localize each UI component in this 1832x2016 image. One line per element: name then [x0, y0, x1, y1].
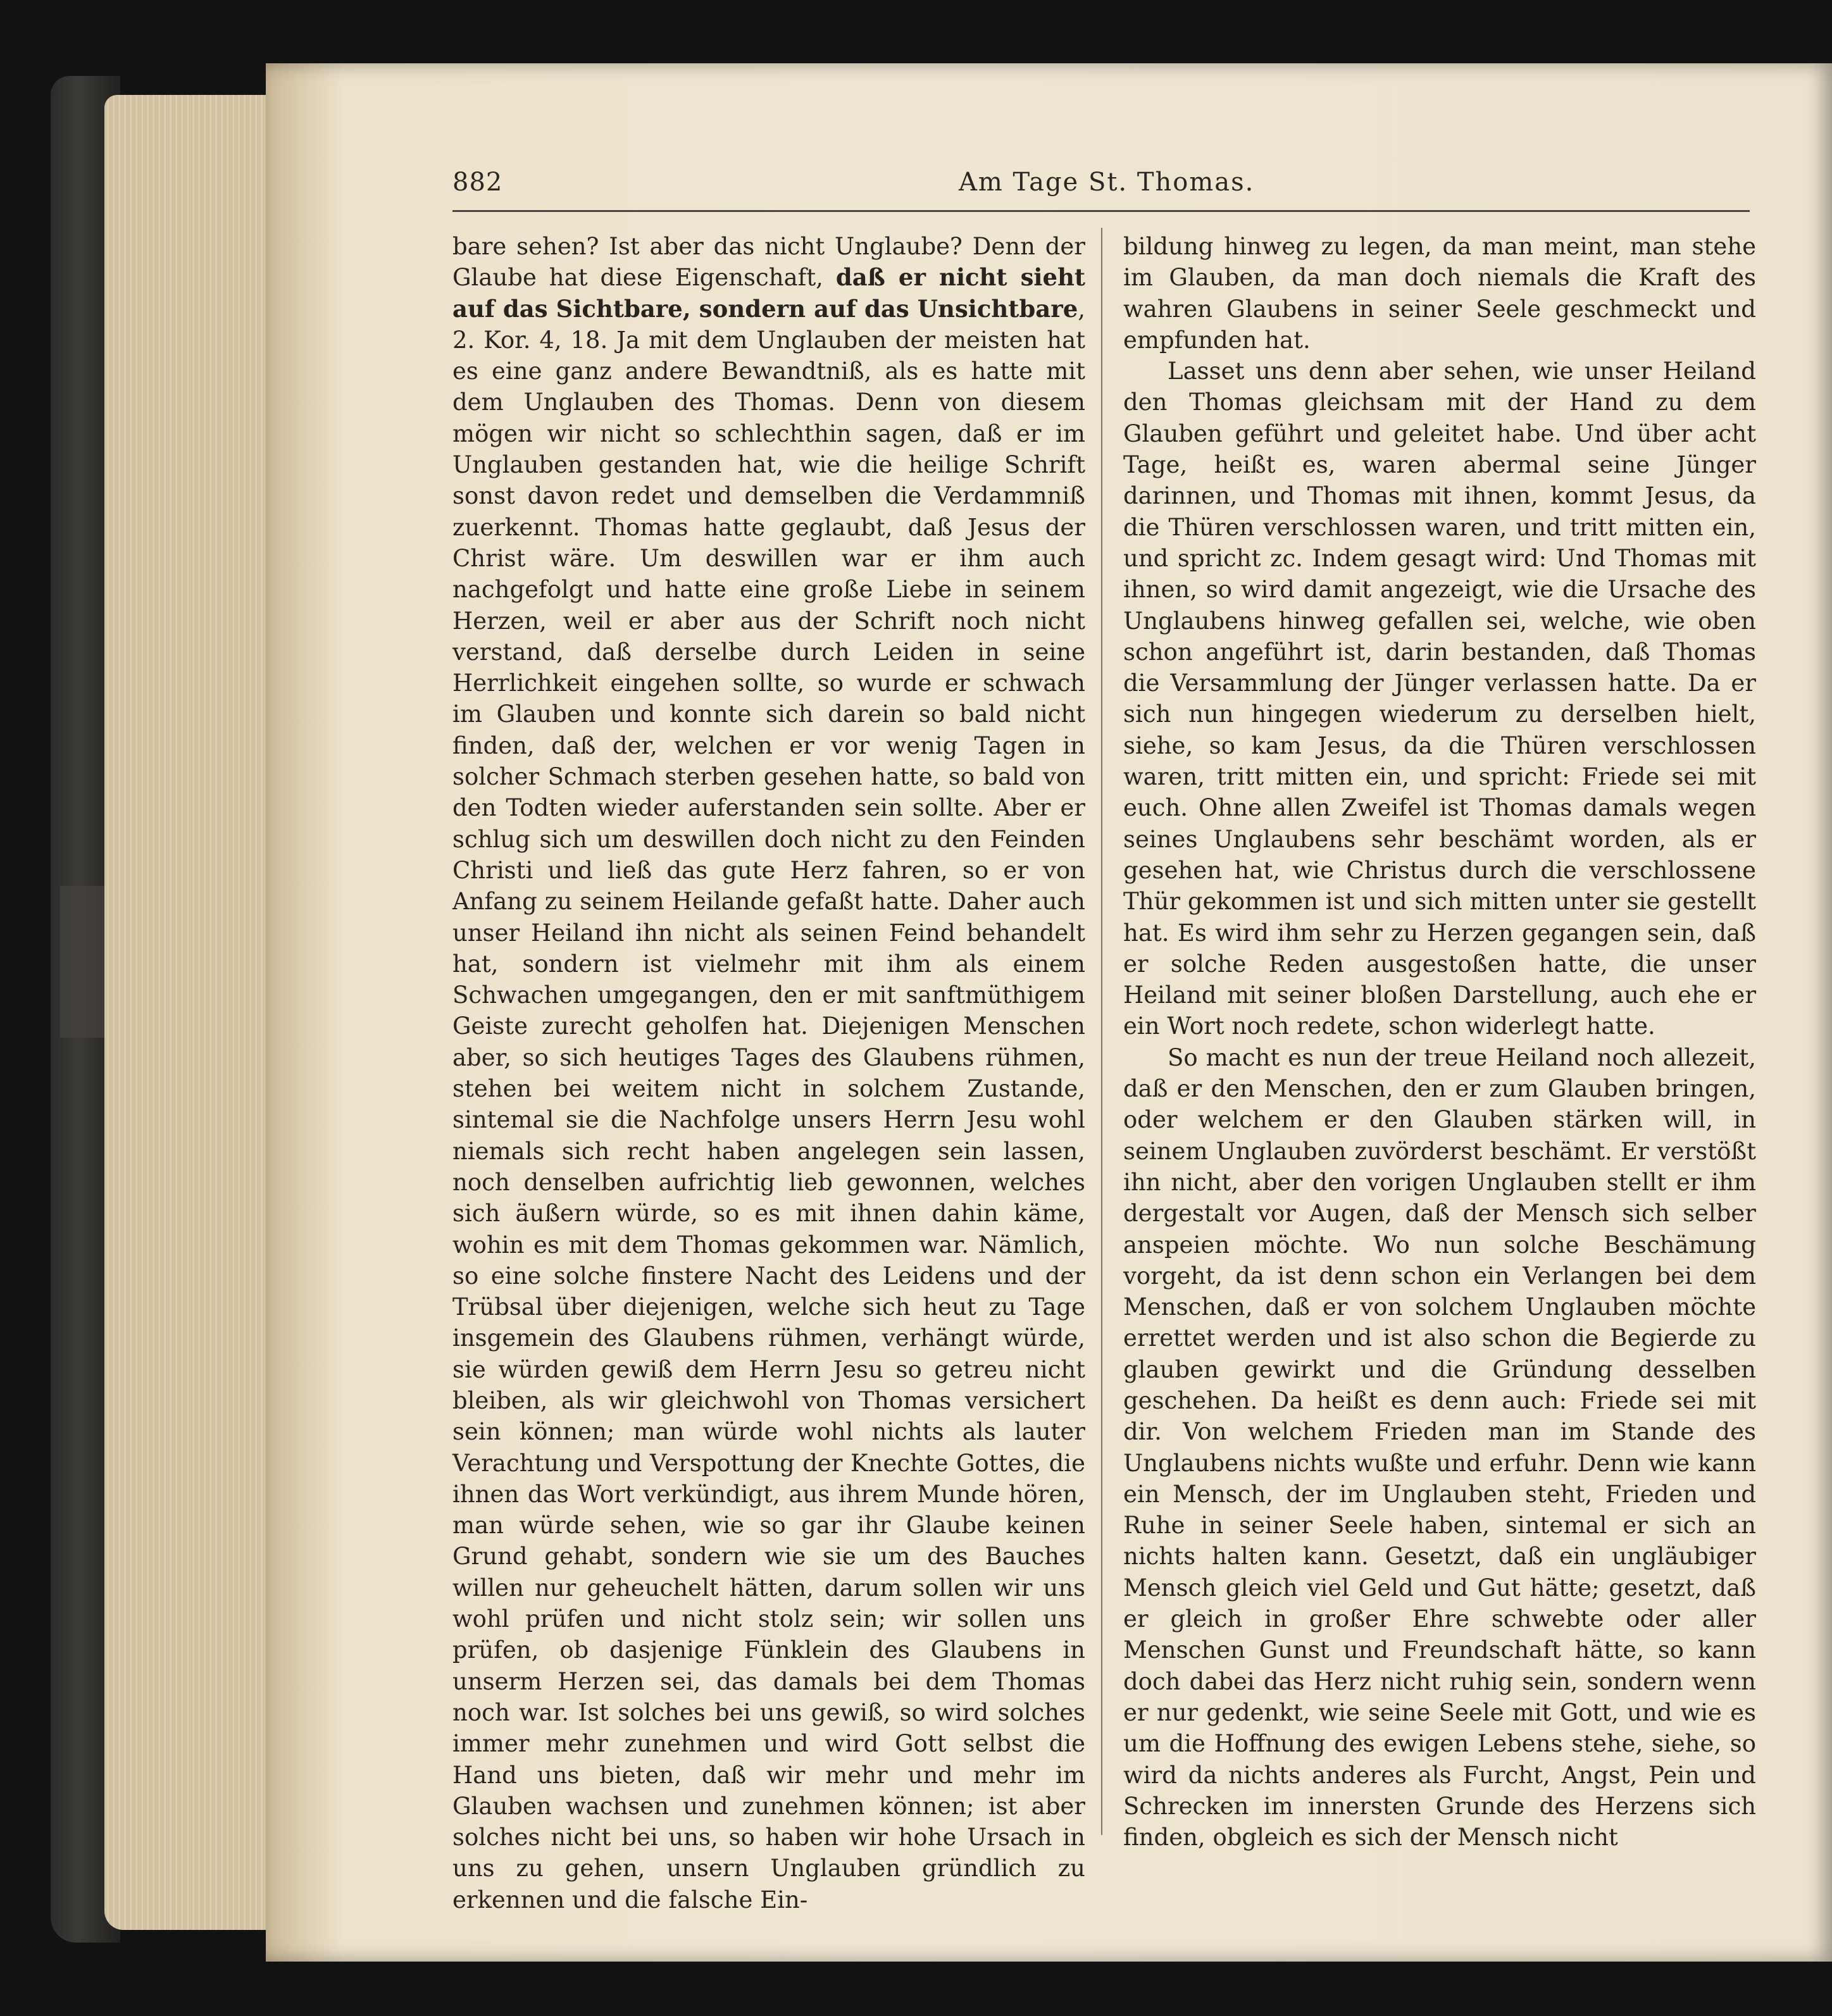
left-p1-text-a: bare sehen? Ist aber das nicht Unglaube? Denn der Glaube hat diese Eigenschaft, — [452, 233, 1085, 292]
page-header — [452, 168, 1750, 206]
right-column — [1123, 231, 1756, 1853]
running-title: Am Tage St. Thomas. — [959, 168, 1255, 197]
header-rule — [452, 210, 1750, 212]
page-number: 882 — [452, 168, 503, 197]
right-paragraph-3: So macht es nun der treue Heiland noch allezeit, daß er den Menschen, den er zum Glauben bringen, oder welchem er den Glauben stärken will, in seinem Unglauben zuvörderst beschämt. Er verstößt ihn nicht, aber den vorigen Unglauben stellt er ihm dergestalt vor Augen, daß der Mensch sich selber anspeien möchte. Wo nun solche Beschämung vorgeht, da ist denn schon ein Verlangen bei dem Menschen, daß er von solchem Unglauben möchte errettet werden und ist also schon die Begierde zu glauben gewirkt und die Gründung desselben geschehen. Da heißt es denn auch: Friede sei mit dir. Von welchem Frieden man im Stande des Unglaubens nichts wußte und erfuhr. Denn wie kann ein Mensch, der im Unglauben steht, Frieden und Ruhe in seiner Seele haben, sintemal er sich an nichts halten kann. Gesetzt, daß ein ungläubiger Mensch gleich viel Geld und Gut hätte; gesetzt, daß er gleich in großer Ehre schwebte oder aller Menschen Gunst und Freundschaft hätte, so kann doch dabei das Herz nicht ruhig sein, sondern wenn er nur gedenkt, wie seine Seele mit Gott, und wie es um die Hoffnung des ewigen Lebens stehe, siehe, so wird da nichts anderes als Furcht, Angst, Pein und Schrecken im innersten Grunde des Herzens sich finden, obgleich es sich der Mensch nicht — [1123, 1043, 1756, 1851]
left-column — [452, 231, 1085, 1915]
column-divider — [1101, 228, 1102, 1835]
right-paragraph-2: Lasset uns denn aber sehen, wie unser Heiland den Thomas gleichsam mit der Hand zu dem Glauben geführt und geleitet habe. Und über acht Tage, heißt es, waren abermal seine Jünger darinnen, und Thomas mit ihnen, kommt Jesus, da die Thüren verschlossen waren, und tritt mitten ein, und spricht zc. Indem gesagt wird: Und Thomas mit ihnen, so wird damit angezeigt, wie die Ursache des Unglaubens hinweg gefallen sei, welche, wie oben schon angeführt ist, darin bestanden, daß Thomas die Versammlung der Jünger verlassen hatte. Da er sich nun hingegen wiederum zu derselben hielt, siehe, so kam Jesus, da die Thüren verschlossen waren, tritt mitten ein, und spricht: Friede sei mit euch. Ohne allen Zweifel ist Thomas damals wegen seines Unglaubens sehr beschämt worden, als er gesehen hat, wie Christus durch die verschlossene Thür gekommen ist und sich mitten unter sie gestellt hat. Es wird ihm sehr zu Herzen gegangen sein, daß er solche Reden ausgestoßen hatte, die unser Heiland mit seiner bloßen Darstellung, auch ehe er ein Wort noch redete, schon widerlegt hatte. — [1123, 358, 1756, 1040]
left-paragraph-1 — [452, 231, 1085, 1915]
right-paragraph-1: bildung hinweg zu legen, da man meint, man stehe im Glauben, da man doch niemals die Kraft des wahren Glaubens in seiner Seele geschmeckt und empfunden hat. — [1123, 233, 1756, 354]
left-p1-text-b: , 2. Kor. 4, 18. Ja mit dem Unglauben der meisten hat es eine ganz andere Bewandtniß, als es hatte mit dem Unglauben des Thomas. Denn von diesem mögen wir nicht so schlechthin sagen, daß er im Unglauben gestanden hat, wie die heilige Schrift sonst davon redet und demselben die Verdammniß zuerkennt. Thomas hatte geglaubt, daß Jesus der Christ wäre. Um deswillen war er ihm auch nachgefolgt und hatte eine große Liebe in seinem Herzen, weil er aber aus der Schrift noch nicht verstand, daß derselbe durch Leiden in seine Herrlichkeit eingehen sollte, so wurde er schwach im Glauben und konnte sich darein so bald nicht finden, daß der, welchen er vor wenig Tagen in solcher Schmach sterben gesehen hatte, so bald von den Todten wieder auferstanden sein sollte. Aber er schlug sich um deswillen doch nicht zu den Feinden Christi und ließ das gute Herz fahren, so er von Anfang zu seinem Heilande gefaßt hatte. Daher auch unser Heiland ihn nicht als seinen Feind behandelt hat, sondern ist vielmehr mit ihm als einem Schwachen umgegangen, den er mit sanftmüthigem Geiste zurecht geholfen hat. Diejenigen Menschen aber, so sich heutiges Tages des Glaubens rühmen, stehen bei weitem nicht in solchem Zustande, sintemal sie die Nachfolge unsers Herrn Jesu wohl niemals sich recht haben angelegen sein lassen, noch denselben aufrichtig lieb gewonnen, welches sich äußern würde, so es mit ihnen dahin käme, wohin es mit dem Thomas gekommen war. Nämlich, so eine solche finstere Nacht des Leidens und der Trübsal über diejenigen, welche sich heut zu Tage insgemein des Glaubens rühmen, verhängt würde, sie würden gewiß dem Herrn Jesu so getreu nicht bleiben, als wir gleichwohl von Thomas versichert sein können; man würde wohl nichts als lauter Verachtung und Verspottung der Knechte Gottes, die ihnen das Wort verkündigt, aus ihrem Munde hören, man würde sehen, wie so gar ihr Glaube keinen Grund gehabt, sondern wie sie um des Bauches willen nur geheuchelt hätten, darum sollen wir uns wohl prüfen und nicht stolz sein; wir sollen uns prüfen, ob dasjenige Fünklein des Glaubens in unserm Herzen sei, das damals bei dem Thomas noch war. Ist solches bei uns gewiß, so wird solches immer mehr zunehmen und wird Gott selbst die Hand uns bieten, daß wir mehr und mehr im Glauben wachsen und zunehmen können; ist aber solches nicht bei uns, so haben wir hohe Ursach in uns zu gehen, unsern Unglauben gründlich zu erkennen und die falsche Ein- — [452, 295, 1085, 1913]
left-p1-emphasis: daß er nicht sieht auf das Sichtbare, sondern auf das Unsichtbare — [452, 263, 1086, 323]
